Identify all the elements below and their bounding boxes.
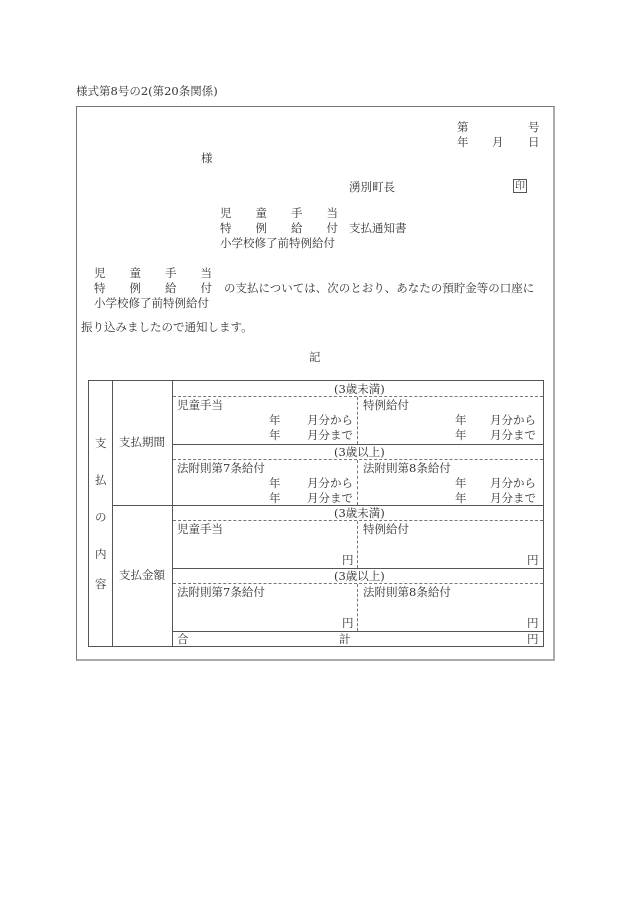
total-yen-unit: 円 — [527, 632, 539, 646]
side-label-char: 支 — [95, 436, 107, 450]
title-char: 付 — [326, 221, 338, 235]
body-line-2-suffix: の支払については、次のとおり、あなたの預貯金等の口座に — [224, 281, 535, 295]
body-char: 例 — [129, 281, 141, 295]
title-suffix: 支払通知書 — [349, 221, 407, 235]
amount-under3-right-title: 特例給付 — [363, 522, 409, 536]
dashed-divider — [173, 396, 543, 397]
title-char: 特 — [220, 221, 232, 235]
yen-unit: 円 — [342, 616, 354, 630]
number-prefix: 第 — [457, 120, 469, 134]
title-line-2 — [220, 221, 338, 235]
month-to-label: 月分まで — [307, 428, 353, 442]
period-over3-right-title: 法附則第8条給付 — [363, 461, 451, 475]
side-label-char: 容 — [95, 577, 107, 591]
body-char: 給 — [165, 281, 177, 295]
amount-under3-left-title: 児童手当 — [177, 522, 223, 536]
amount-over3-right-title: 法附則第8条給付 — [363, 585, 451, 599]
title-line-1 — [220, 206, 338, 220]
dashed-divider — [173, 583, 543, 584]
month-to-label: 月分まで — [307, 491, 353, 505]
month-to-label: 月分まで — [490, 491, 536, 505]
month-from-label: 月分から — [490, 413, 536, 427]
year-label: 年 — [455, 413, 467, 427]
year-label: 年 — [455, 491, 467, 505]
dashed-divider — [173, 459, 543, 460]
body-char: 童 — [129, 266, 141, 280]
period-under3-header: (3歳未満) — [334, 382, 385, 396]
month-from-label: 月分から — [307, 476, 353, 490]
side-label-char: 払 — [95, 473, 107, 487]
ki-heading: 記 — [309, 350, 321, 364]
yen-unit: 円 — [527, 553, 539, 567]
yen-unit: 円 — [527, 616, 539, 630]
title-char: 童 — [255, 206, 267, 220]
date-day: 日 — [528, 135, 540, 149]
body-char: 付 — [200, 281, 212, 295]
period-under3-right-title: 特例給付 — [363, 398, 409, 412]
amount-over3-left-title: 法附則第7条給付 — [177, 585, 265, 599]
year-label: 年 — [269, 491, 281, 505]
col-divider — [172, 381, 173, 646]
addressee-suffix: 様 — [201, 151, 213, 165]
title-char: 児 — [220, 206, 232, 220]
month-to-label: 月分まで — [490, 428, 536, 442]
period-label: 支払期間 — [119, 435, 165, 449]
dashed-divider — [173, 520, 543, 521]
date-month: 月 — [492, 135, 504, 149]
body-line-4: 振り込みましたので通知します。 — [81, 320, 253, 334]
body-line-2 — [94, 281, 212, 295]
year-label: 年 — [269, 428, 281, 442]
dashed-col-divider — [357, 397, 358, 444]
body-line-1 — [94, 266, 212, 280]
title-line-3: 小学校修了前特例給付 — [220, 236, 335, 250]
month-from-label: 月分から — [307, 413, 353, 427]
body-char: 当 — [200, 266, 212, 280]
period-over3-left-title: 法附則第7条給付 — [177, 461, 265, 475]
total-label-b: 計 — [339, 632, 351, 646]
title-char: 給 — [291, 221, 303, 235]
seal-mark: 印 — [515, 181, 525, 192]
total-label-a: 合 — [177, 632, 189, 646]
col-divider — [112, 381, 113, 646]
payment-table — [88, 380, 544, 647]
month-from-label: 月分から — [490, 476, 536, 490]
form-label: 様式第8号の2(第20条関係) — [76, 84, 218, 98]
amount-under3-header: (3歳未満) — [334, 506, 385, 520]
year-label: 年 — [455, 476, 467, 490]
row-divider — [173, 631, 543, 632]
year-label: 年 — [269, 476, 281, 490]
yen-unit: 円 — [342, 553, 354, 567]
date-year: 年 — [457, 135, 469, 149]
title-char: 手 — [291, 206, 303, 220]
period-over3-header: (3歳以上) — [334, 445, 385, 459]
year-label: 年 — [269, 413, 281, 427]
body-char: 手 — [165, 266, 177, 280]
dashed-col-divider — [357, 521, 358, 568]
section-divider — [112, 505, 543, 506]
body-char: 児 — [94, 266, 106, 280]
issuer: 湧別町長 — [349, 180, 395, 194]
title-char: 例 — [255, 221, 267, 235]
title-char: 当 — [326, 206, 338, 220]
side-label-char: 内 — [95, 547, 107, 561]
side-label-char: の — [95, 510, 107, 524]
amount-over3-header: (3歳以上) — [334, 569, 385, 583]
year-label: 年 — [455, 428, 467, 442]
body-char: 特 — [94, 281, 106, 295]
dashed-col-divider — [357, 584, 358, 631]
body-line-3: 小学校修了前特例給付 — [94, 296, 209, 310]
period-under3-left-title: 児童手当 — [177, 398, 223, 412]
number-suffix: 号 — [528, 120, 540, 134]
amount-label: 支払金額 — [119, 568, 165, 582]
dashed-col-divider — [357, 460, 358, 505]
